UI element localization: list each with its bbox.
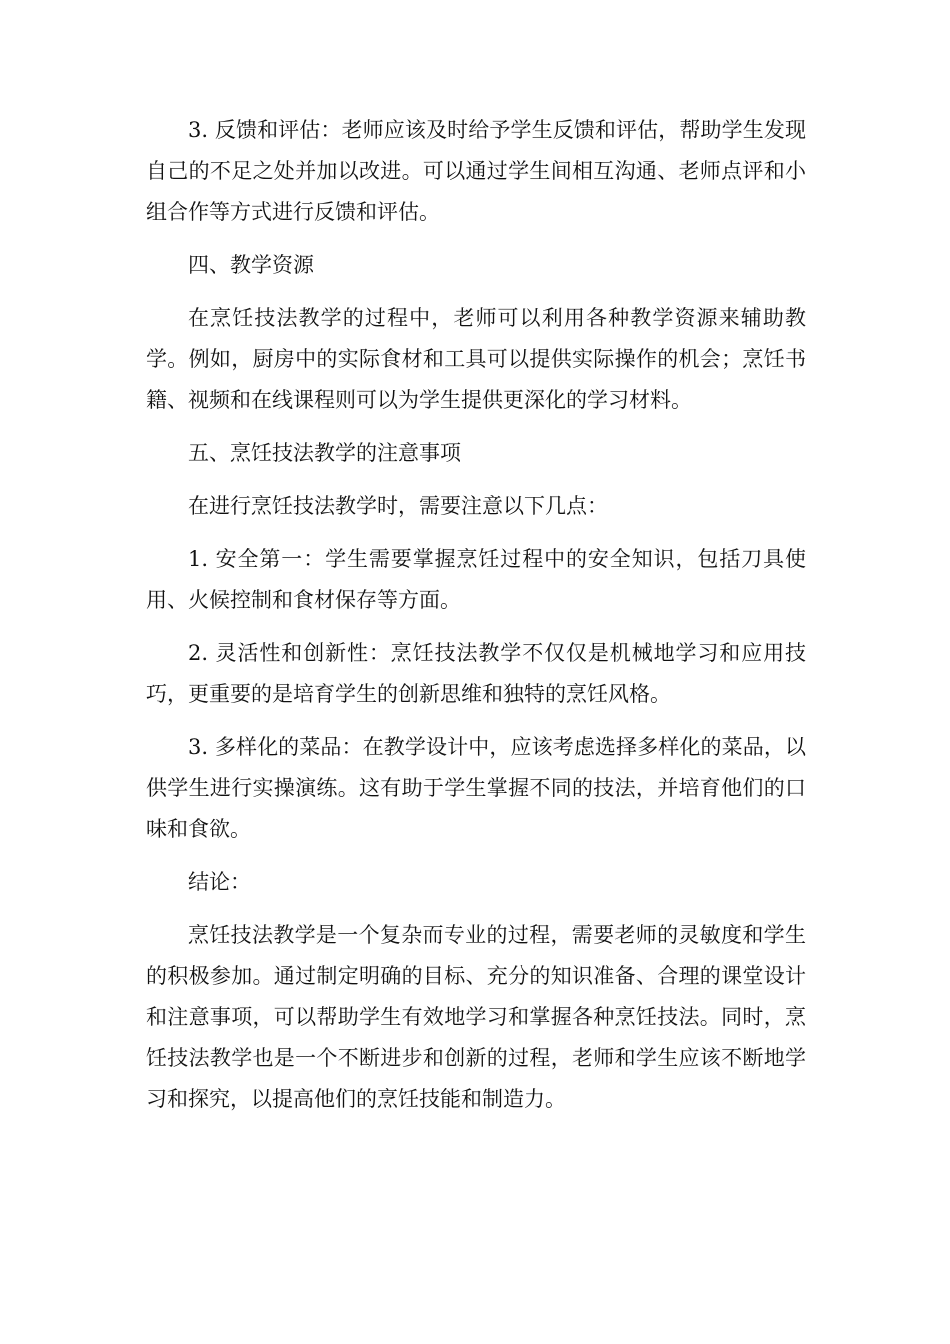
document-body (146, 110, 806, 1132)
paragraph-safety-first: 1. 安全第一：学生需要掌握烹饪过程中的安全知识，包括刀具使用、火候控制和食材保存等方面。 (146, 547, 806, 612)
paragraph-diverse-dishes: 3. 多样化的菜品：在教学设计中，应该考虑选择多样化的菜品，以供学生进行实操演练。这有助于学生掌握不同的技法，并培育他们的口味和食欲。 (146, 735, 806, 841)
section-heading-precautions: 五、烹饪技法教学的注意事项 (188, 441, 461, 465)
paragraph-teaching-resources: 在烹饪技法教学的过程中，老师可以利用各种教学资源来辅助教学。例如，厨房中的实际食材和工具可以提供实际操作的机会；烹饪书籍、视频和在线课程则可以为学生提供更深化的学习材料。 (146, 306, 806, 412)
section-heading-teaching-resources: 四、教学资源 (188, 253, 314, 277)
paragraph-feedback-evaluation: 3. 反馈和评估：老师应该及时给予学生反馈和评估，帮助学生发现自己的不足之处并加以改进。可以通过学生间相互沟通、老师点评和小组合作等方式进行反馈和评估。 (146, 118, 806, 224)
paragraph-precautions-intro: 在进行烹饪技法教学时，需要注意以下几点： (188, 494, 608, 518)
paragraph-conclusion: 烹饪技法教学是一个复杂而专业的过程，需要老师的灵敏度和学生的积极参加。通过制定明确的目标、充分的知识准备、合理的课堂设计和注意事项，可以帮助学生有效地学习和掌握各种烹饪技法。同时，烹饪技法教学也是一个不断进步和创新的过程，老师和学生应该不断地学习和探究，以提高他们的烹饪技能和制造力。 (146, 923, 806, 1111)
paragraph-flexibility-innovation: 2. 灵活性和创新性：烹饪技法教学不仅仅是机械地学习和应用技巧，更重要的是培育学生的创新思维和独特的烹饪风格。 (146, 641, 806, 706)
section-heading-conclusion: 结论： (188, 870, 251, 894)
